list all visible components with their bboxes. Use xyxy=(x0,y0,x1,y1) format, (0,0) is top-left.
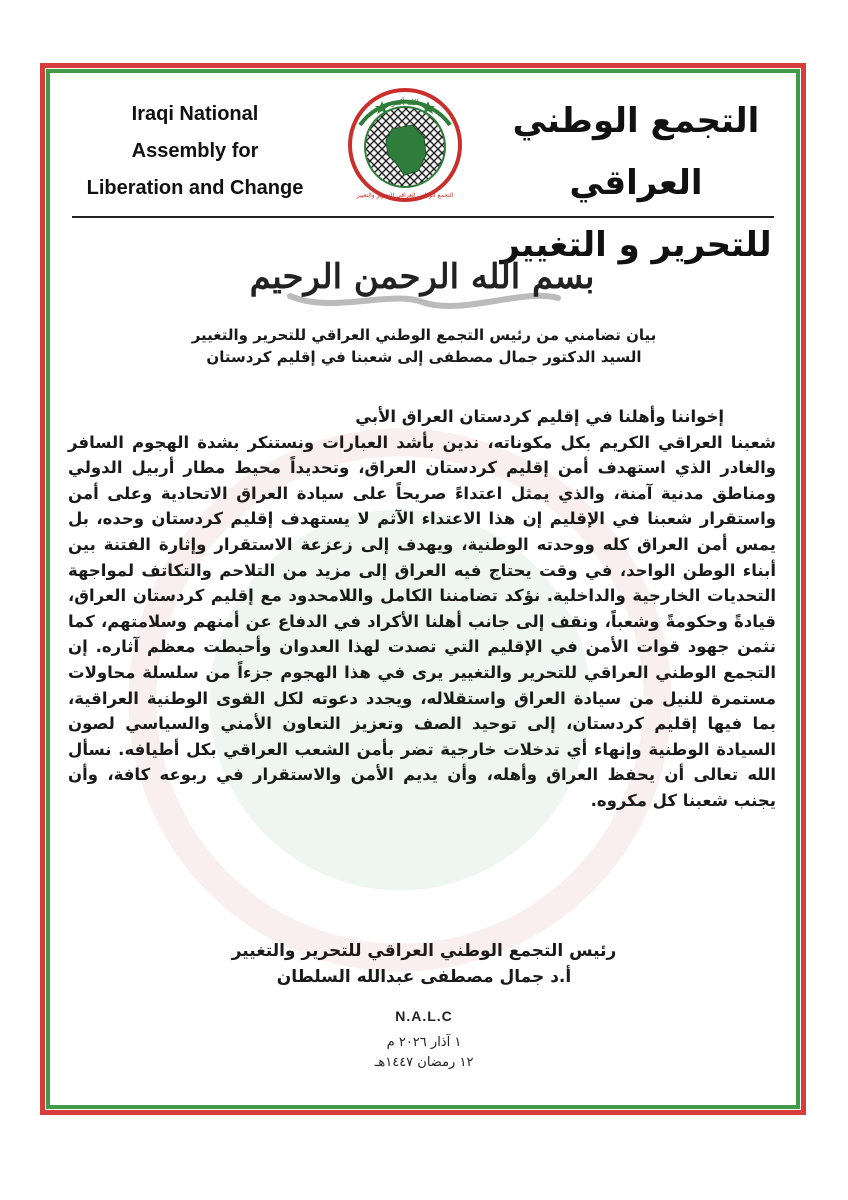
date-block xyxy=(290,1033,558,1073)
basmala-text: بسم الله الرحمن الرحيم xyxy=(249,257,595,297)
header-divider xyxy=(72,216,774,218)
logo-ring-text: التجمع الوطني العراقي للتحرير والتغيير xyxy=(356,192,454,199)
org-logo xyxy=(330,85,480,203)
body-paragraph: شعبنا العراقي الكريم بكل مكوناته، ندين بأشد العبارات ونستنكر بشدة الهجوم السافر والغادر الذي استهدف أمن إقليم كردستان العراق، وتحديداً محيط مطار أربيل الدولي ومناطق مدنية آمنة، والذي يمثل اعتداءً صريحاً على سيادة العراق الاتحادية وعلى أمن واستقرار شعبنا في الإقليم إن هذا الاعتداء الآثم لا يستهدف إقليم كردستان وحده، بل يمس أمن العراق كله ووحدته الوطنية، ويهدف إلى زعزعة الاستقرار وإثارة الفتنة بين أبناء الوطن الواحد، في وقت يحتاج فيه العراق إلى مزيد من التلاحم والتكاتف لمواجهة التحديات الخارجية والداخلية. نؤكد تضامننا الكامل واللامحدود مع إقليم كردستان العراق، قيادةً وحكومةً وشعباً، ونقف إلى جانب أهلنا الأكراد في الدفاع عن أمنهم وسلامتهم، كما نثمن جهود قوات الأمن في الإقليم التي تصدت لهذا العدوان وأحبطت معظم آثاره. إن التجمع الوطني العراقي للتحرير والتغيير يرى في هذا الهجوم جزءاً من سلسلة محاولات مستمرة للنيل من سيادة العراق واستقلاله، ويجدد دعوته لكل القوى الوطنية العراقية، بما فيها إقليم كردستان، إلى توحيد الصف وتعزيز التعاون الأمني والسياسي لصون السيادة الوطنية وإنهاء أي تدخلات خارجية تضر بأمن الشعب العراقي بكل أطيافه. نسأل الله تعالى أن يحفظ العراق وأهله، وأن يديم الأمن والاستقرار في ربوعه كافة، وأن يجنب شعبنا كل مكروه. xyxy=(68,432,776,810)
logo-motto: الله أكبر xyxy=(391,98,419,107)
org-name-english-line: Liberation and Change xyxy=(86,177,304,199)
signature-block xyxy=(200,938,648,990)
signature-title: رئيس التجمع الوطني العراقي للتحرير والتغيير xyxy=(231,941,617,961)
org-name-english xyxy=(60,96,330,207)
org-name-english-line: Iraqi National xyxy=(131,103,259,125)
date-hijri: ١٢ رمضان ١٤٤٧هـ xyxy=(374,1055,474,1070)
statement-title-line: بيان تضامني من رئيس التجمع الوطني العراقي للتحرير والتغيير xyxy=(191,326,657,344)
statement-title-line: السيد الدكتور جمال مصطفى إلى شعبنا في إقليم كردستان xyxy=(206,348,642,366)
date-gregorian: ١ آذار ٢٠٢٦ م xyxy=(386,1035,462,1050)
signature-name: أ.د جمال مصطفى عبدالله السلطان xyxy=(276,967,572,987)
statement-title xyxy=(90,324,758,368)
org-name-arabic-line: للتحرير و التغيير xyxy=(500,225,772,265)
org-name-english-line: Assembly for xyxy=(131,140,259,162)
basmala-calligraphy xyxy=(249,238,595,318)
org-abbreviation: N.A.L.C xyxy=(395,1008,453,1024)
org-name-arabic-line: التجمع الوطني العراقي xyxy=(512,101,760,203)
statement-body xyxy=(68,404,776,814)
greeting: إخواننا وأهلنا في إقليم كردستان العراق الأبي xyxy=(355,407,724,426)
